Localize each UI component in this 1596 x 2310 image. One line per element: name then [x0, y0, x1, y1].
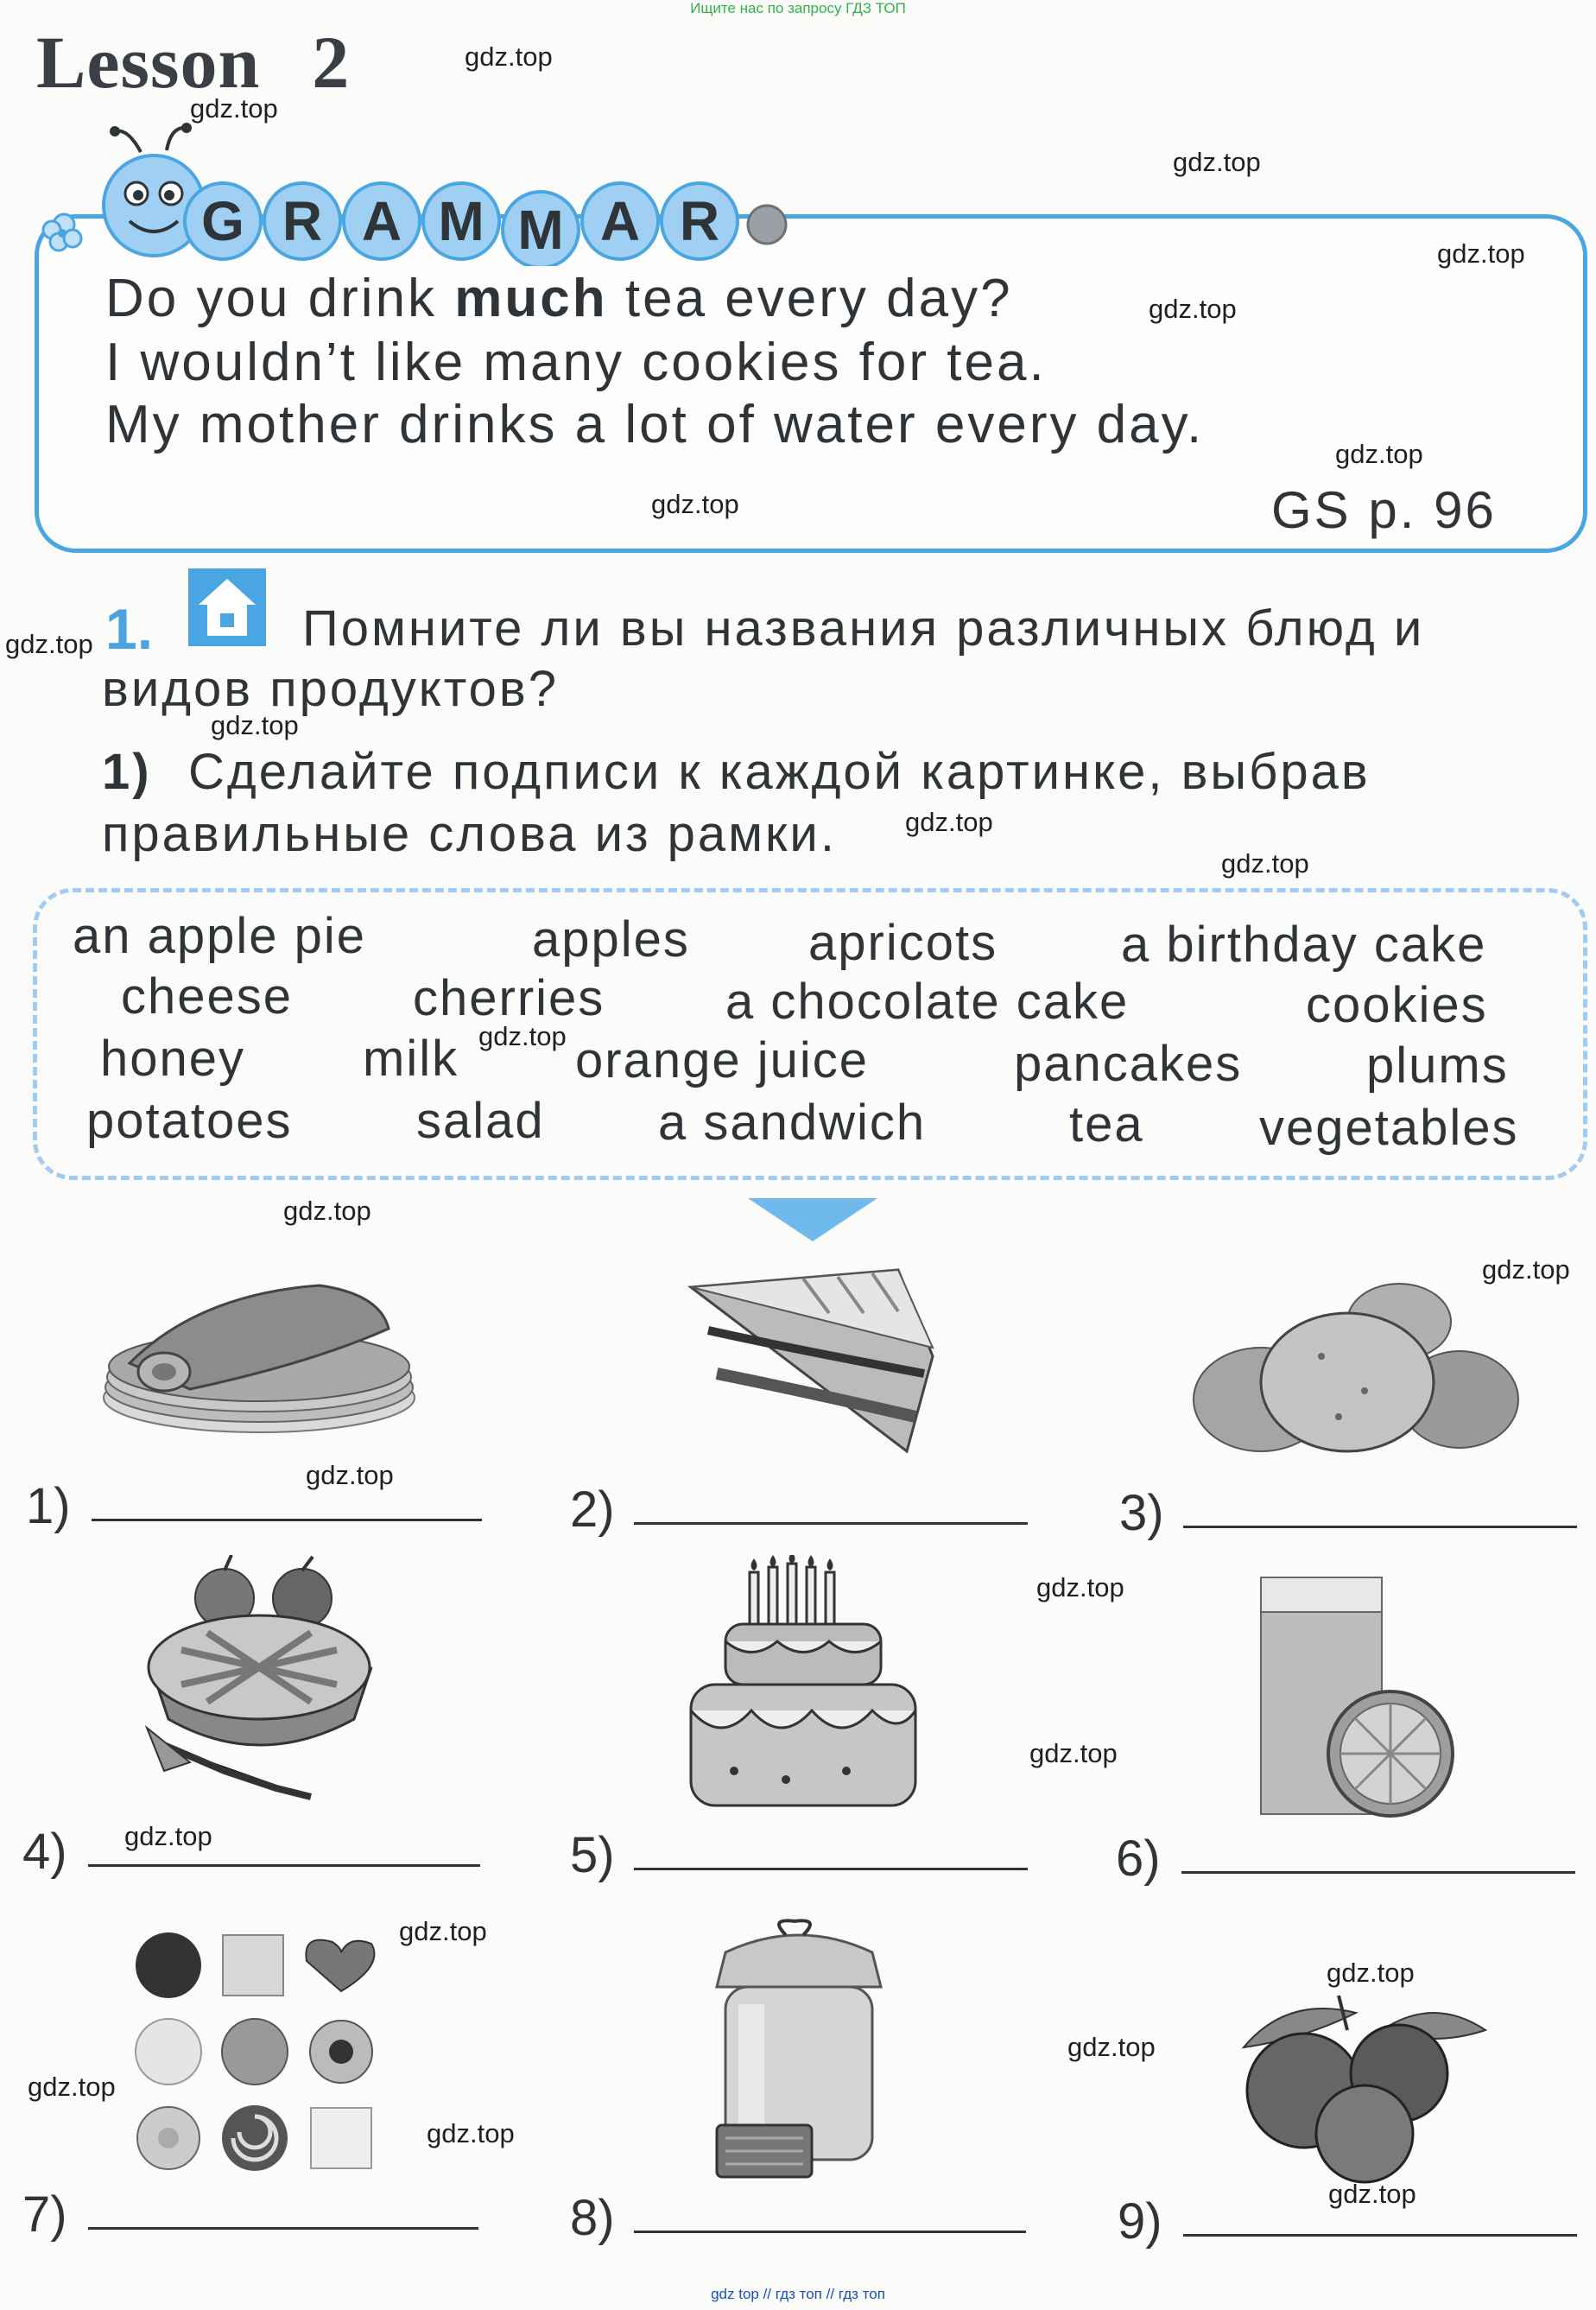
answer-line[interactable] — [1183, 2234, 1577, 2237]
watermark: gdz.top — [1221, 848, 1309, 879]
watermark: gdz.top — [399, 1916, 487, 1946]
lesson-number: 2 — [312, 21, 351, 104]
answer-label: 8) — [570, 2190, 615, 2246]
watermark: gdz.top — [306, 1460, 394, 1490]
answer-label: 3) — [1119, 1485, 1164, 1541]
answer-line[interactable] — [88, 2227, 478, 2230]
word-item: cheese — [121, 968, 294, 1025]
watermark: gdz.top — [1067, 2032, 1156, 2062]
grammar-title-letter: R — [679, 190, 720, 252]
lesson-word: Lesson — [36, 21, 261, 104]
task-instruction-line-2: видов продуктов? — [102, 661, 559, 717]
watermark: gdz.top — [211, 710, 299, 740]
answer-label: 2) — [570, 1482, 615, 1538]
word-item: a sandwich — [658, 1095, 927, 1151]
watermark: gdz.top — [1437, 238, 1525, 269]
answer-label: 9) — [1118, 2193, 1162, 2250]
word-item: cookies — [1306, 977, 1488, 1033]
grammar-line-1 — [105, 268, 1013, 329]
plums-icon — [1209, 1978, 1503, 2186]
flower-icon — [43, 214, 81, 251]
word-item: honey — [100, 1031, 246, 1087]
sandwich-icon — [682, 1253, 941, 1469]
answer-line[interactable] — [634, 1868, 1028, 1870]
word-item: a birthday cake — [1121, 917, 1487, 973]
pancakes-icon — [95, 1260, 423, 1450]
watermark: gdz.top — [5, 629, 93, 659]
word-item: apricots — [808, 915, 998, 971]
watermark: gdz.top — [1335, 439, 1423, 469]
answer-label: 1) — [26, 1478, 71, 1534]
watermark: gdz.top — [1029, 1738, 1118, 1768]
watermark: gdz.top — [478, 1021, 567, 1051]
sub-task-number: 1) — [102, 744, 152, 800]
answer-label: 5) — [570, 1827, 615, 1883]
grammar-line-1-end: tea every day? — [624, 269, 1013, 328]
grammar-line-1-bold: much — [454, 269, 608, 328]
orange-juice-icon — [1252, 1572, 1460, 1823]
watermark: gdz.top — [28, 2072, 116, 2102]
task-instruction-line-1: Помните ли вы названия различных блюд и — [302, 600, 1425, 657]
watermark: gdz.top — [905, 807, 993, 837]
grammar-title-letter: A — [361, 190, 402, 252]
grammar-title-letter: A — [599, 190, 641, 252]
watermark: gdz.top — [190, 93, 278, 124]
cookies-icon — [130, 1926, 380, 2177]
watermark: gdz.top — [1328, 2179, 1416, 2209]
grammar-caterpillar — [33, 119, 793, 266]
grammar-line-3: My mother drinks a lot of water every day. — [105, 395, 1205, 454]
word-item: orange juice — [575, 1032, 869, 1088]
watermark: gdz.top — [1036, 1572, 1124, 1602]
word-item: a chocolate cake — [725, 974, 1130, 1030]
watermark: gdz.top — [124, 1821, 212, 1851]
answer-line[interactable] — [92, 1519, 482, 1521]
watermark: gdz.top — [1327, 1958, 1415, 1988]
grammar-line-2: I wouldn’t like many cookies for tea. — [105, 333, 1047, 392]
top-note: Ищите нас по запросу ГДЗ ТОП — [690, 0, 906, 16]
grammar-title-letter: M — [438, 190, 484, 252]
word-item: an apple pie — [73, 908, 367, 964]
watermark: gdz.top — [465, 41, 553, 72]
sub-task-line-2: правильные слова из рамки. — [102, 806, 837, 862]
word-item: pancakes — [1014, 1036, 1243, 1092]
grammar-title-letter: G — [201, 190, 244, 252]
watermark: gdz.top — [651, 489, 739, 519]
watermark: gdz.top — [1173, 147, 1261, 177]
honey-icon — [691, 1918, 907, 2186]
answer-line[interactable] — [1181, 1871, 1575, 1874]
home-task-icon — [188, 568, 266, 646]
potatoes-icon — [1192, 1261, 1520, 1469]
caterpillar-tail-icon — [748, 206, 786, 244]
watermark: gdz.top — [1149, 294, 1237, 324]
word-item: salad — [416, 1093, 545, 1149]
grammar-title-letter: R — [282, 190, 323, 252]
answer-line[interactable] — [634, 2231, 1026, 2233]
word-item: tea — [1069, 1096, 1144, 1152]
word-item: plums — [1366, 1038, 1509, 1094]
answer-line[interactable] — [634, 1522, 1028, 1525]
arrow-down-icon — [748, 1198, 877, 1243]
apple-pie-icon — [130, 1555, 389, 1814]
word-item: vegetables — [1259, 1100, 1519, 1156]
watermark: gdz.top — [283, 1196, 371, 1226]
word-item: cherries — [413, 970, 605, 1026]
lesson-heading — [36, 19, 350, 105]
grammar-title-letter: M — [517, 199, 564, 261]
answer-line[interactable] — [88, 1864, 480, 1867]
watermark: gdz.top — [427, 2118, 515, 2148]
birthday-cake-icon — [682, 1555, 924, 1823]
word-item: milk — [363, 1031, 459, 1087]
sub-task-line-1: Сделайте подписи к каждой картинке, выбрав — [188, 744, 1371, 800]
answer-label: 7) — [22, 2186, 67, 2243]
answer-line[interactable] — [1183, 1526, 1577, 1528]
answer-label: 6) — [1116, 1831, 1161, 1887]
grammar-line-1-start: Do you drink — [105, 269, 438, 328]
watermark: gdz.top — [1482, 1254, 1570, 1285]
grammar-reference: GS p. 96 — [1271, 481, 1497, 539]
task-number: 1. — [105, 597, 154, 661]
word-item: potatoes — [86, 1093, 293, 1149]
word-item: apples — [532, 911, 690, 968]
bottom-note: gdz top // гдз топ // гдз топ — [711, 2286, 885, 2302]
answer-label: 4) — [22, 1824, 67, 1880]
